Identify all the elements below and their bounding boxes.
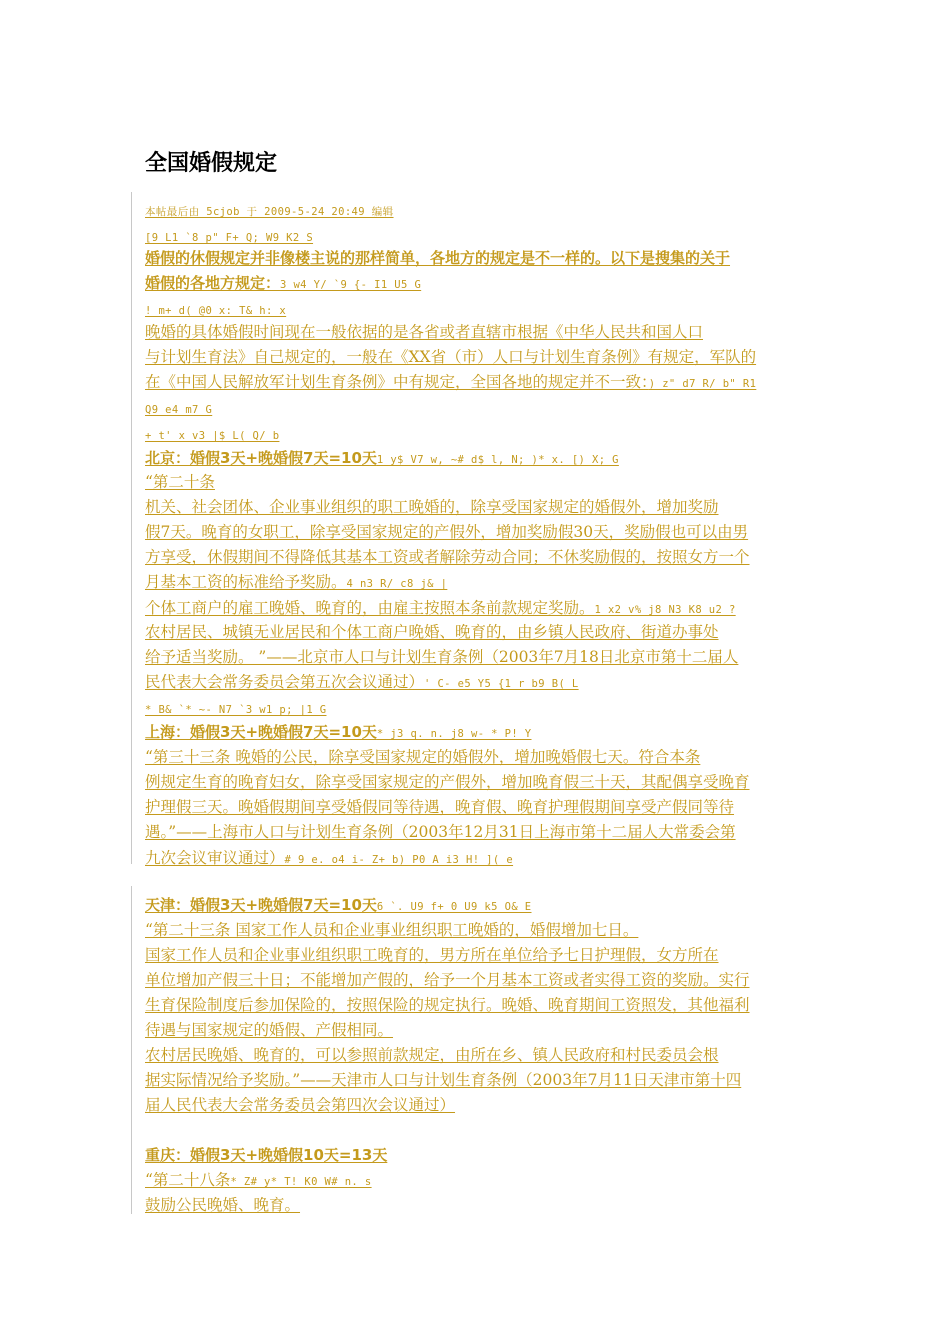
text-line[interactable]	[145, 572, 447, 594]
text-line[interactable]	[145, 226, 313, 248]
text-line[interactable]	[145, 622, 719, 642]
body-text: 护理假三天。晚婚假期间享受婚假同等待遇，晚育假、晚育护理假期间享受产假同等待	[145, 798, 735, 816]
noise-text: 6 `. U9 f+ 0 U9 k5 O& E	[376, 901, 532, 913]
text-line[interactable]	[145, 822, 736, 842]
body-text: 农村居民晚婚、晚育的，可以参照前款规定，由所在乡、镇人民政府和村民委员会根	[145, 1046, 719, 1064]
noise-text: [9 L1 `8 p" F+ Q; W9 K2 S	[145, 232, 314, 244]
noise-text: ' C- e5 Y5 {1 r b9 B( L	[424, 678, 579, 690]
body-text: 民代表大会常务委员会第五次会议通过）	[145, 673, 425, 691]
body-text: “第二十条	[145, 473, 215, 491]
noise-text: Q9 e4 m7 G	[145, 404, 213, 416]
body-text: 据实际情况给予奖励。”——天津市人口与计划生育条例（2003年7月11日天津市第十四	[145, 1071, 742, 1089]
body-text: 国家工作人员和企业事业组织职工晚育的，男方所在单位给予七日护理假，女方所在	[145, 946, 719, 964]
body-text: “第二十三条 国家工作人员和企业事业组织职工晚婚的，婚假增加七日。	[145, 921, 639, 939]
body-text: 重庆：婚假3天+晚婚假10天=13天	[145, 1146, 388, 1164]
body-text: 九次会议审议通过）	[145, 849, 285, 867]
body-text: 机关、社会团体、企业事业组织的职工晚婚的，除享受国家规定的婚假外，增加奖励	[145, 498, 719, 516]
text-line[interactable]	[145, 322, 703, 342]
body-text: 与计划生育法》自己规定的，一般在《XX省（市）人口与计划生育条例》有规定，军队的	[145, 348, 757, 366]
noise-text: 1 y$ V7 w, ~# d$ l, N; )* x. [) X; G	[376, 454, 619, 466]
text-line[interactable]	[145, 672, 579, 694]
text-line[interactable]	[145, 598, 736, 620]
text-line[interactable]	[145, 248, 730, 268]
text-line[interactable]	[145, 995, 750, 1015]
text-line[interactable]	[145, 424, 279, 446]
noise-text: 本帖最后由 5cjob 于 2009-5-24 20:49 编辑	[145, 206, 394, 218]
text-line[interactable]	[145, 945, 719, 965]
body-text: 农村居民、城镇无业居民和个体工商户晚婚、晚育的，由乡镇人民政府、街道办事处	[145, 623, 719, 641]
text-line[interactable]	[145, 299, 286, 321]
body-text: 北京：婚假3天+晚婚假7天=10天	[145, 449, 377, 467]
body-text: 在《中国人民解放军计划生育条例》中有规定，全国各地的规定并不一致：	[145, 373, 649, 391]
text-line[interactable]	[145, 347, 756, 367]
body-text: 月基本工资的标准给予奖励。	[145, 573, 347, 591]
text-line[interactable]	[145, 448, 619, 470]
text-line[interactable]	[145, 547, 750, 567]
noise-text: * B& `* ~- N7 `3 w1 p; |1 G	[145, 704, 327, 716]
text-line[interactable]	[145, 772, 750, 792]
body-text: 待遇与国家规定的婚假、产假相同。	[145, 1021, 394, 1039]
noise-text: ) z" d7 R/ b" R1	[648, 378, 757, 390]
text-line[interactable]	[145, 698, 326, 720]
body-text: 例规定生育的晚育妇女，除享受国家规定的产假外，增加晚育假三十天，其配偶享受晚育	[145, 773, 750, 791]
body-text: 鼓励公民晚婚、晚育。	[145, 1196, 301, 1214]
body-text: 遇。”——上海市人口与计划生育条例（2003年12月31日上海市第十二届人大常委会第	[145, 823, 736, 841]
body-text: 晚婚的具体婚假时间现在一般依据的是各省或者直辖市根据《中华人民共和国人口	[145, 323, 704, 341]
body-text: 方享受，休假期间不得降低其基本工资或者解除劳动合同；不休奖励假的，按照女方一个	[145, 548, 750, 566]
document-title: 全国婚假规定	[145, 151, 278, 176]
text-line[interactable]	[145, 647, 738, 667]
text-line[interactable]	[145, 1170, 372, 1192]
text-line[interactable]	[145, 522, 748, 542]
text-line[interactable]	[145, 895, 532, 917]
text-line[interactable]	[145, 1020, 393, 1040]
text-line[interactable]	[145, 747, 700, 767]
post-content-border	[131, 886, 132, 1214]
text-line[interactable]	[145, 1070, 741, 1090]
body-text: 婚假的休假规定并非像楼主说的那样简单，各地方的规定是不一样的。以下是搜集的关于	[145, 249, 731, 267]
text-line[interactable]	[145, 970, 750, 990]
body-text: “第三十三条 晚婚的公民，除享受国家规定的婚假外，增加晚婚假七天。符合本条	[145, 748, 701, 766]
text-line[interactable]	[145, 200, 394, 222]
body-text: 生育保险制度后参加保险的，按照保险的规定执行。晚婚、晚育期间工资照发，其他福利	[145, 996, 750, 1014]
text-line[interactable]	[145, 797, 734, 817]
text-line[interactable]	[145, 472, 215, 492]
noise-text: * Z# y* T! K0 W# n. s	[230, 1176, 372, 1188]
text-line[interactable]	[145, 1195, 300, 1215]
noise-text: + t' x v3 |$ L( Q/ b	[145, 430, 280, 442]
text-line[interactable]	[145, 920, 638, 940]
text-line[interactable]	[145, 497, 719, 517]
body-text: 单位增加产假三十日；不能增加产假的，给予一个月基本工资或者实得工资的奖励。实行	[145, 971, 750, 989]
noise-text: 1 x2 v% j8 N3 K8 u2 ?	[594, 604, 736, 616]
noise-text: 3 w4 Y/ `9 {- I1 U5 G	[280, 279, 422, 291]
body-text: “第二十八条	[145, 1171, 231, 1189]
noise-text: * j3 q. n. j8 w- * P! Y	[376, 728, 532, 740]
text-line[interactable]	[145, 1095, 455, 1115]
body-text: 天津：婚假3天+晚婚假7天=10天	[145, 896, 377, 914]
noise-text: 4 n3 R/ c8 j& |	[346, 578, 448, 590]
noise-text: # 9 e. o4 i- Z+ b) P0 A i3 H! ]( e	[284, 854, 514, 866]
body-text: 给予适当奖励。 ”——北京市人口与计划生育条例（2003年7月18日北京市第十二届人	[145, 648, 739, 666]
noise-text: ! m+ d( @0 x: T& h: x	[145, 305, 287, 317]
text-line[interactable]	[145, 848, 513, 870]
body-text: 假7天。晚育的女职工，除享受国家规定的产假外，增加奖励假30天，奖励假也可以由男	[145, 523, 749, 541]
text-line[interactable]	[145, 398, 212, 420]
text-line[interactable]	[145, 273, 421, 295]
text-line[interactable]	[145, 722, 532, 744]
text-line[interactable]	[145, 1045, 719, 1065]
body-text: 婚假的各地方规定：	[145, 274, 281, 292]
body-text: 上海：婚假3天+晚婚假7天=10天	[145, 723, 377, 741]
text-line[interactable]	[145, 1145, 387, 1165]
post-content-border	[131, 192, 132, 864]
body-text: 个体工商户的雇工晚婚、晚育的，由雇主按照本条前款规定奖励。	[145, 599, 595, 617]
text-line[interactable]	[145, 372, 756, 394]
body-text: 届人民代表大会常务委员会第四次会议通过）	[145, 1096, 456, 1114]
